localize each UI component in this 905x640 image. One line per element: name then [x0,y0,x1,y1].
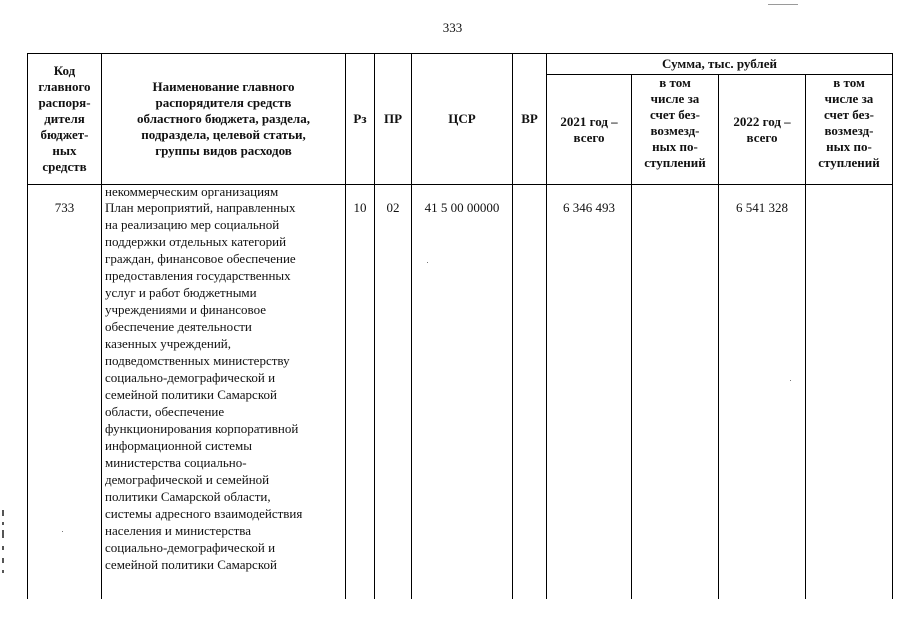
header-2022-grants: в том числе за счет без- возмезд- ных по- ступлений [806,75,893,185]
header-name: Наименование главного распорядителя средств областного бюджета, раздела, подраздела, целевой статьи, группы видов расходов [102,54,346,185]
header-csr: ЦСР [412,54,513,185]
page-number: 333 [442,20,463,35]
row-rz: 10 [346,199,375,599]
row-2022-total: 6 541 328 [719,199,806,599]
row-2021-total: 6 346 493 [547,199,632,599]
row-vr [513,199,547,599]
header-code: Код главного распоря- дителя бюджет- ных средств [28,54,102,185]
row-csr: 41 5 00 00000 [412,199,513,599]
row-name: План мероприятий, направленных на реализацию мер социальной поддержки отдельных категорий граждан, финансовое обеспечение предоставления государственных услуг и работ бюджетными учреждениями и финансовое обеспечение деятельности казенных учреждений, подведомственных министерству социально-демографической и семейной политики Самарской области, обеспечение функционирования корпоративной информационной системы министерства социально- демографической и семейной политики Самарской области, системы адресного взаимодействия населения и министерства социально-демографической и семейной политики Самарской [102,199,346,599]
header-sum: Сумма, тыс. рублей [547,54,893,75]
header-2022-total: 2022 год – всего [719,75,806,185]
header-rz: Рз [346,54,375,185]
budget-table [27,53,893,599]
header-2021-grants: в том числе за счет без- возмезд- ных по- ступлений [632,75,719,185]
scan-edge-marks [0,500,8,580]
header-pr: ПР [375,54,412,185]
row-pr: 02 [375,199,412,599]
header-2021-total: 2021 год – всего [547,75,632,185]
scan-top-rule [768,4,798,5]
header-vr: ВР [513,54,547,185]
continuation-text: некоммерческим организациям [102,185,346,200]
table-row [28,199,893,599]
continuation-row [28,185,893,200]
row-2021-grants [632,199,719,599]
row-code: 733 [28,199,102,599]
header-row-top [28,54,893,75]
row-2022-grants [806,199,893,599]
